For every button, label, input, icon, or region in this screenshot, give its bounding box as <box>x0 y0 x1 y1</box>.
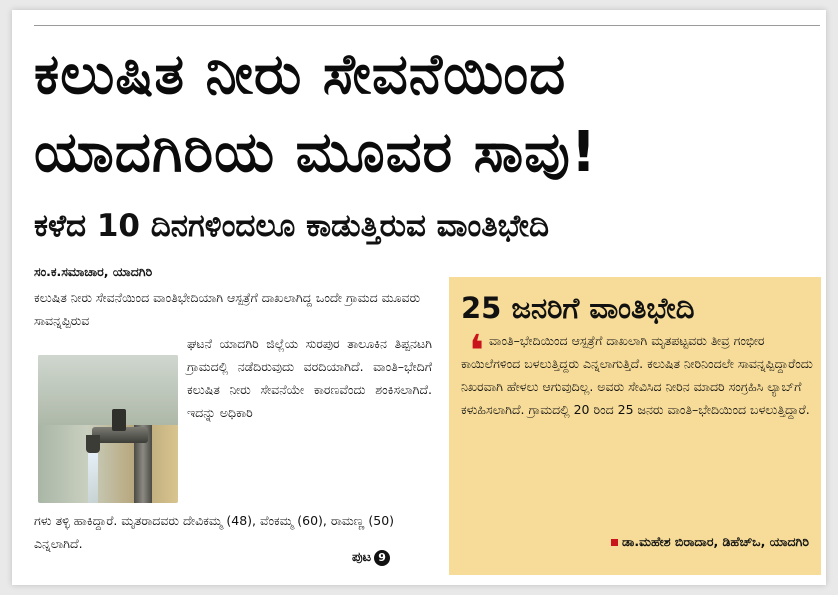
byline-bullet-icon <box>611 539 618 546</box>
quote-mark-icon: ❛ <box>469 326 485 377</box>
tap-valve-shape <box>112 409 126 431</box>
top-rule <box>34 25 820 26</box>
dateline: ಸಂ.ಕ.ಸಮಾಚಾರ, ಯಾದಗಿರಿ <box>34 264 153 279</box>
subheadline: ಕಳೆದ 10 ದಿನಗಳಿಂದಲೂ ಕಾಡುತ್ತಿರುವ ವಾಂತಿಭೇದಿ <box>34 208 550 244</box>
sidebar-title: 25 ಜನರಿಗೆ ವಾಂತಿಭೇದಿ <box>461 291 695 325</box>
page-ref-label: ಪುಟ <box>352 550 372 565</box>
sidebar-box <box>449 277 821 575</box>
headline-line-2: ಯಾದಗಿರಿಯ ಮೂವರ ಸಾವು! <box>34 120 598 185</box>
sidebar-quote-text: ವಾಂತಿ–ಭೇದಿಯಿಂದ ಆಸ್ಪತ್ರೆಗೆ ದಾಖಲಾಗಿ ಮೃತಪಟ್ಟವರು ತೀವ್ರ ಗಂಭೀರ ಕಾಯಿಲೆಗಳಿಂದ ಬಳಲುತ್ತಿದ್ದರು ಎನ್ನಲಾಗುತ್ತಿದೆ. ಕಲುಷಿತ ನೀರಿನಿಂದಲೇ ಸಾವನ್ನಪ್ಪಿದ್ದಾರೆಂದು ನಿಖರವಾಗಿ ಹೇಳಲು ಆಗುವುದಿಲ್ಲ. ಅವರು ಸೇವಿಸಿದ ನೀರಿನ ಮಾದರಿ ಸಂಗ್ರಹಿಸಿ ಲ್ಯಾಬ್‌ಗೆ ಕಳುಹಿಸಲಾಗಿದೆ. ಗ್ರಾಮದಲ್ಲಿ 20 ರಿಂದ 25 ಜನರು ವಾಂತಿ–ಭೇದಿಯಿಂದ ಬಳಲುತ್ತಿದ್ದಾರೆ. <box>461 333 813 417</box>
photo-background <box>38 355 178 425</box>
water-tap-photo <box>38 355 178 503</box>
tap-spout-shape <box>86 435 100 453</box>
page-ref-number: 9 <box>374 550 390 566</box>
article-paragraph-beside-photo: ಘಟನೆ ಯಾದಗಿರಿ ಜಿಲ್ಲೆಯ ಸುರಪುರ ತಾಲೂಕಿನ ತಿಪ್ಪನಟಗಿ ಗ್ರಾಮದಲ್ಲಿ ನಡೆದಿರುವುದು ವರದಿಯಾಗಿದೆ. ವಾಂತಿ–ಭೇದಿಗೆ ಕಲುಷಿತ ನೀರು ಸೇವನೆಯೇ ಕಾರಣವೆಂದು ಶಂಕಿಸಲಾಗಿದೆ. ಇದನ್ನು ಅಧಿಕಾರಿ <box>187 336 432 420</box>
article-paragraph-end: ಗಳು ತಳ್ಳಿ ಹಾಕಿದ್ದಾರೆ. ಮೃತರಾದವರು ದೇವಿಕಮ್ಮ (48), ವೆಂಕಮ್ಮ (60), ರಾಮಣ್ಣ (50) ಎನ್ನಲಾಗಿದೆ. <box>34 513 395 551</box>
page-reference[interactable] <box>352 550 390 566</box>
sidebar-byline <box>611 534 809 550</box>
article-paragraph-intro: ಕಲುಷಿತ ನೀರು ಸೇವನೆಯಿಂದ ವಾಂತಿಭೇದಿಯಾಗಿ ಆಸ್ಪತ್ರೆಗೆ ದಾಖಲಾಗಿದ್ದ ಒಂದೇ ಗ್ರಾಮದ ಮೂವರು ಸಾವನ್ನಪ್ಪಿರುವ <box>34 290 421 328</box>
newspaper-clipping <box>12 10 826 585</box>
water-stream-shape <box>88 453 98 503</box>
headline-line-1: ಕಲುಷಿತ ನೀರು ಸೇವನೆಯಿಂದ <box>34 42 567 107</box>
byline-text: ಡಾ.ಮಹೇಶ ಬಿರಾದಾರ, ಡಿಹೆಚ್‌ಒ, ಯಾದಗಿರಿ <box>621 534 809 549</box>
